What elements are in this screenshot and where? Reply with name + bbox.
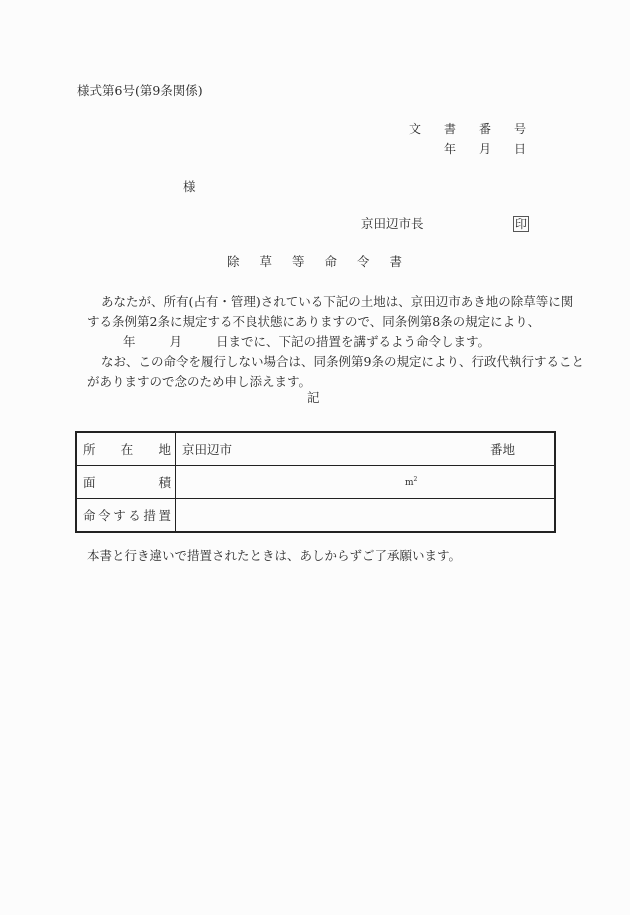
label-char: す	[113, 508, 126, 523]
location-lot-suffix: 番地	[490, 442, 516, 457]
body-paragraph1-line1: あなたが、所有(占有・管理)されている下記の土地は、京田辺市あき地の除草等に関	[101, 294, 574, 309]
ordered-measures-value-cell	[176, 499, 556, 533]
form-number: 様式第6号(第9条関係)	[77, 83, 203, 98]
issue-date-row	[444, 143, 526, 155]
doc-number-label-char: 書	[444, 122, 457, 136]
deadline-month-label: 月	[169, 334, 183, 349]
title-char: 命	[324, 254, 338, 269]
title-char: 除	[227, 254, 240, 269]
title-char: 書	[389, 254, 403, 269]
body-paragraph1-line2: する条例第2条に規定する不良状態にありますので、同条例第8条の規定により、	[87, 314, 541, 329]
date-year-label: 年	[444, 142, 457, 156]
label-char: 所	[83, 442, 96, 457]
location-label	[76, 432, 176, 466]
label-char: 地	[158, 442, 171, 457]
location-value-cell	[176, 432, 556, 466]
label-char: 在	[120, 442, 134, 457]
area-label	[76, 466, 176, 499]
order-body-text	[87, 292, 584, 392]
label-char: 面	[83, 475, 96, 490]
body-paragraph2-line2: がありますので念のため申し添えます。	[87, 374, 312, 389]
title-char: 草	[259, 254, 273, 269]
label-char: 令	[98, 508, 111, 523]
table-row-area	[76, 466, 555, 499]
label-char: 置	[158, 508, 171, 523]
title-char: 等	[292, 254, 305, 269]
title-char: 令	[357, 254, 370, 269]
issuer-name: 京田辺市長	[361, 216, 424, 231]
doc-number-label-char: 号	[514, 122, 527, 136]
ordered-measures-label	[76, 499, 176, 533]
addressee-suffix: 様	[183, 179, 196, 194]
area-unit-superscript: 2	[413, 476, 418, 483]
doc-number-label-char: 文	[409, 122, 422, 136]
order-details-table	[75, 431, 556, 533]
label-char: る	[128, 508, 141, 523]
deadline-rest-text: 日までに、下記の措置を講ずるよう命令します。	[216, 334, 491, 349]
date-month-label: 月	[479, 142, 492, 156]
deadline-date-line	[87, 332, 567, 352]
area-unit	[405, 476, 417, 488]
label-char: 積	[158, 475, 171, 490]
table-row-ordered-measures	[76, 499, 555, 533]
label-char: 命	[83, 508, 96, 523]
body-paragraph2-line1: なお、この命令を履行しない場合は、同条例第9条の規定により、行政代執行すること	[101, 354, 584, 369]
footnote-text: 本書と行き違いで措置されたときは、あしからずご了承願います。	[87, 548, 462, 563]
area-value-cell	[176, 466, 556, 499]
area-unit-base: m	[405, 478, 414, 488]
doc-number-label-char: 番	[479, 122, 492, 136]
document-number-row	[409, 123, 526, 135]
table-row-location	[76, 432, 555, 466]
document-title	[227, 256, 402, 269]
date-day-label: 日	[514, 142, 527, 156]
location-city: 京田辺市	[182, 442, 233, 457]
label-char: 措	[143, 508, 156, 523]
ki-heading: 記	[307, 390, 320, 405]
deadline-year-label: 年	[123, 334, 136, 349]
seal-stamp-mark: 印	[515, 217, 528, 231]
